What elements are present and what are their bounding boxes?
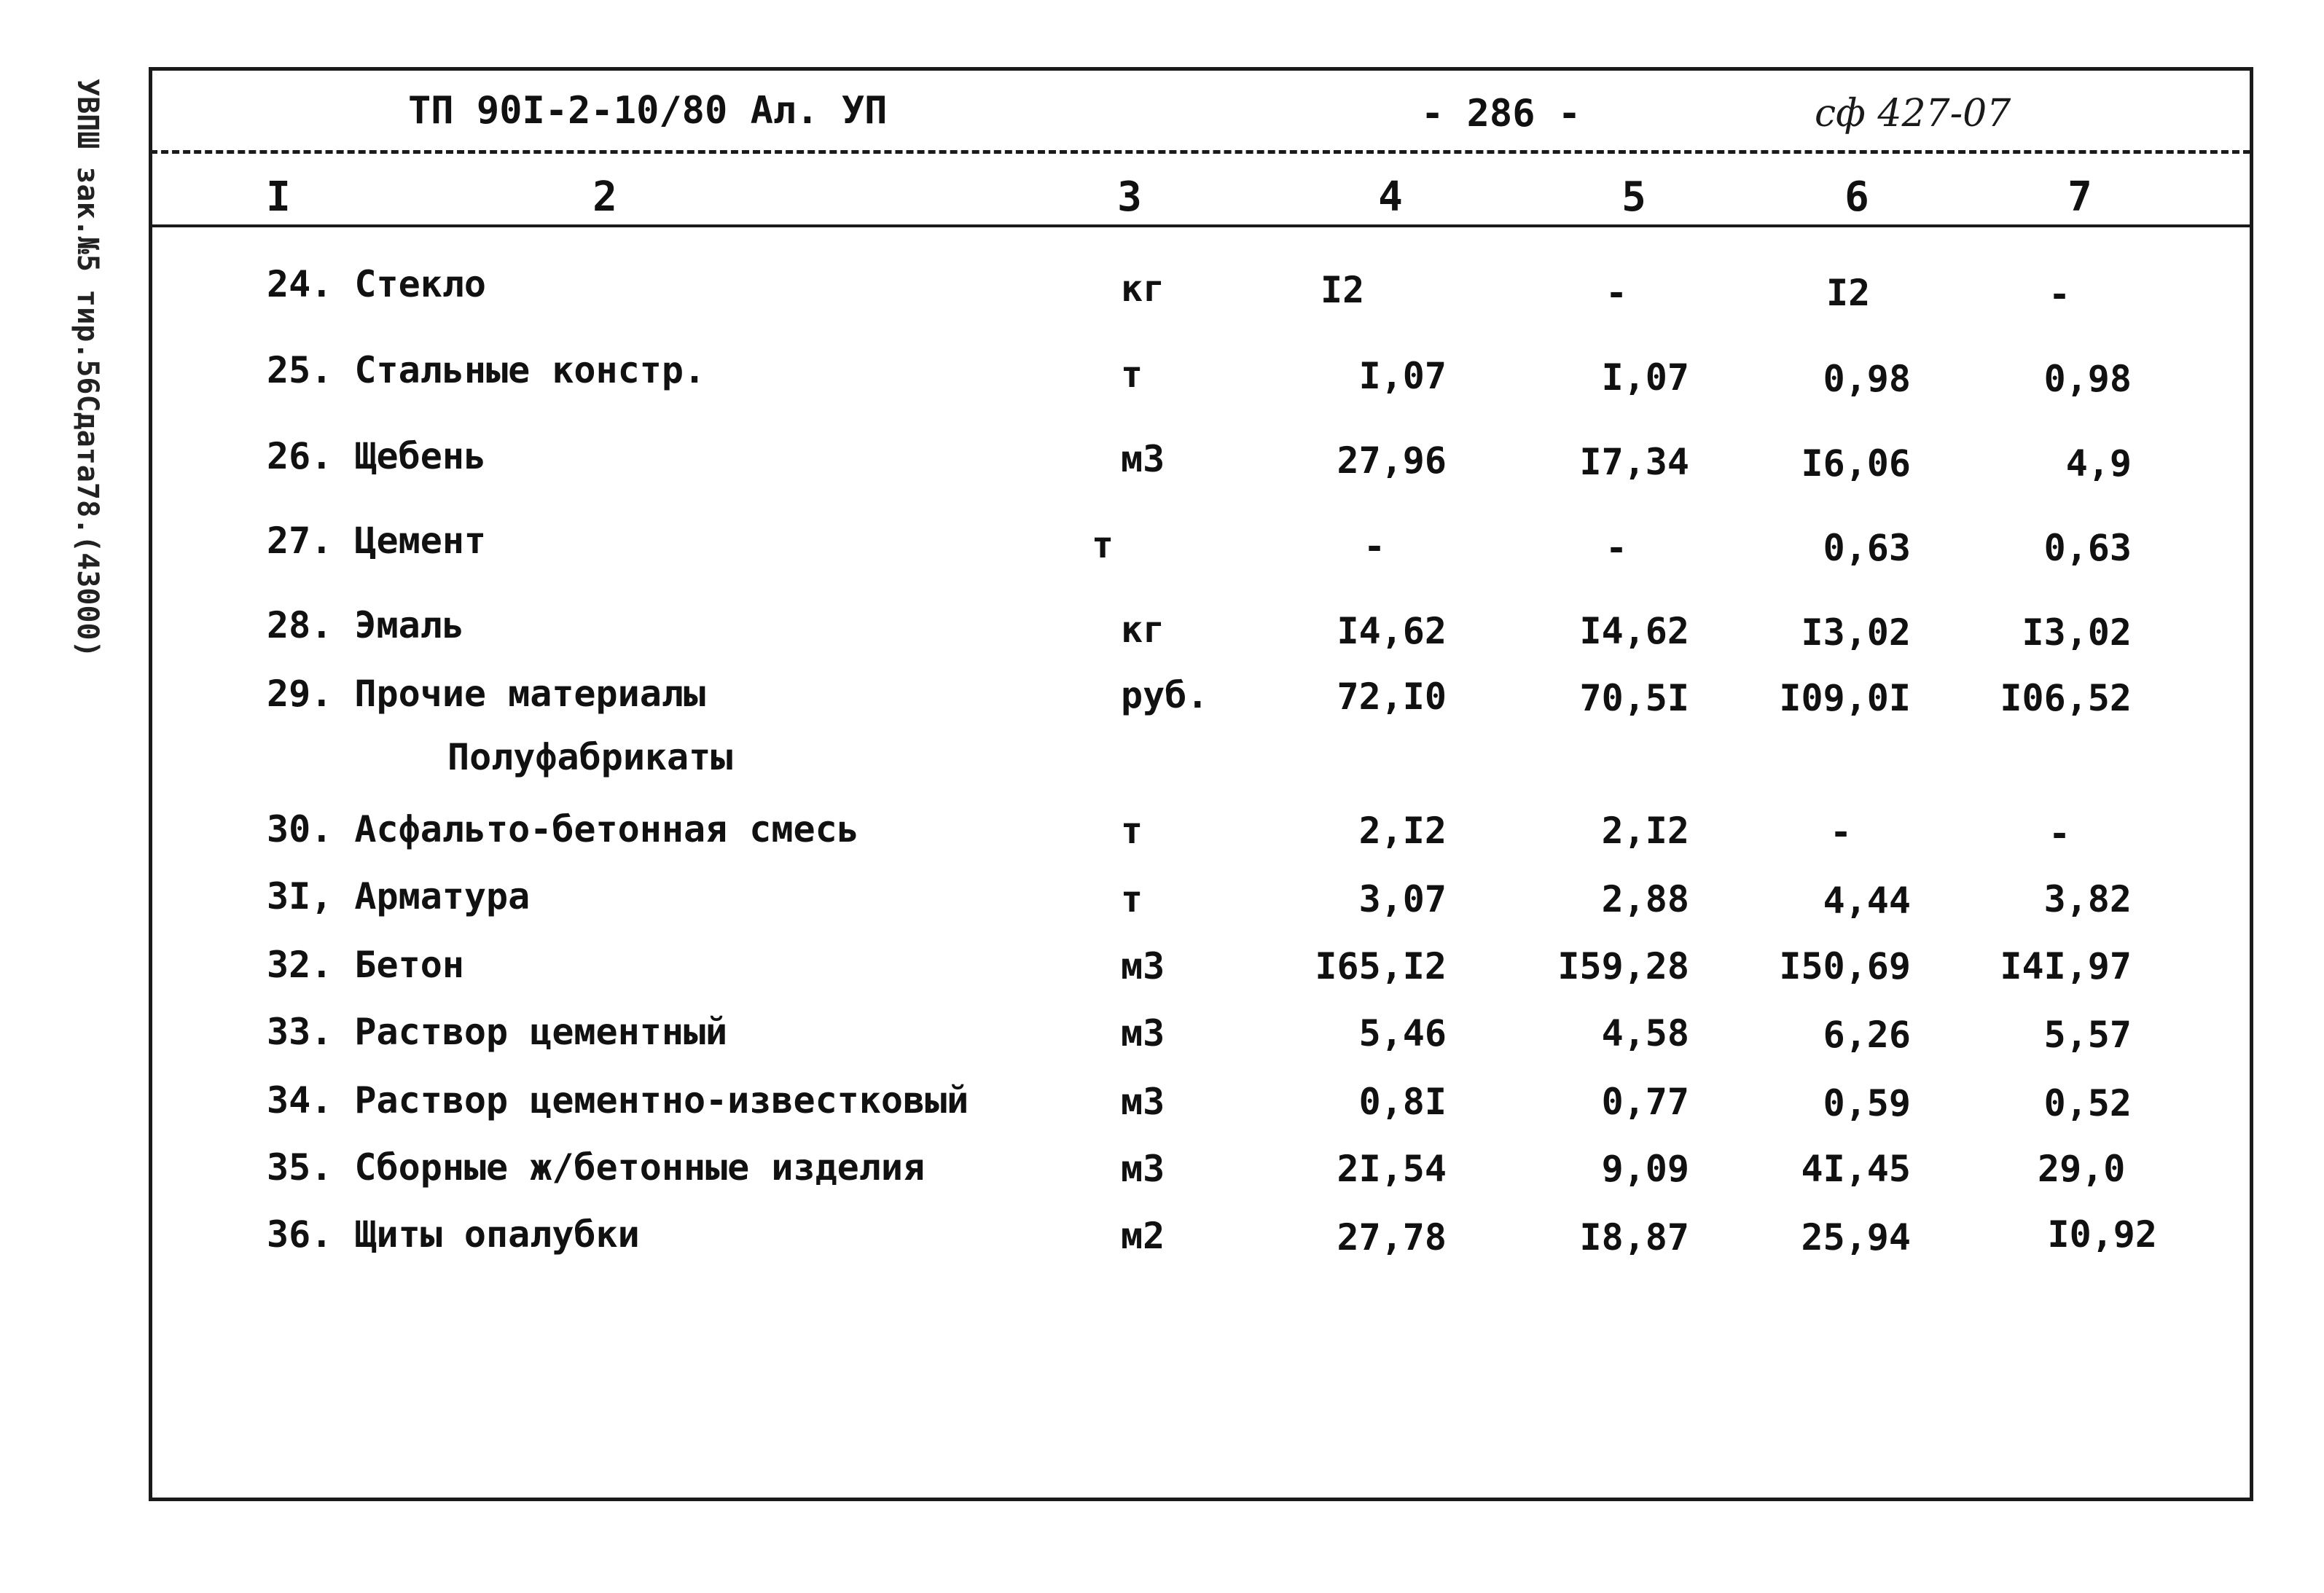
cell-col5: -: [1605, 527, 1628, 569]
column-header-7: 7: [2067, 173, 2092, 221]
cell-col6: 0,59: [1823, 1082, 1911, 1124]
row-unit: м2: [1121, 1215, 1165, 1257]
row-label: 26. Щебень: [267, 435, 487, 477]
cell-col7: 0,52: [2043, 1082, 2132, 1124]
row-label: 27. Цемент: [267, 520, 487, 562]
row-label: 35. Сборные ж/бетонные изделия: [267, 1146, 926, 1189]
side-stamp-text: УВПШ зак.№5 тир.56Сдата78.(43000): [71, 79, 104, 658]
column-header-5: 5: [1621, 173, 1646, 221]
cell-col4: I,07: [1358, 355, 1447, 397]
row-unit: м3: [1121, 945, 1165, 987]
cell-col5: 2,88: [1601, 878, 1689, 920]
cell-col7: 0,63: [2043, 527, 2132, 569]
row-label: 32. Бетон: [267, 944, 464, 986]
cell-col7: 3,82: [2043, 878, 2132, 920]
cell-col6: I6,06: [1801, 442, 1911, 485]
cell-col7: I06,52: [2000, 677, 2132, 719]
row-label: 24. Стекло: [267, 263, 487, 305]
row-unit: м3: [1121, 1148, 1165, 1190]
row-unit: т: [1121, 353, 1143, 396]
cell-col7: 29,0: [2038, 1148, 2126, 1190]
cell-col5: -: [1605, 272, 1628, 314]
row-label: 30. Асфальто-бетонная смесь: [267, 808, 859, 850]
cell-col7: I4I,97: [2000, 945, 2132, 987]
row-unit: т: [1121, 878, 1143, 920]
column-header-1: I: [266, 173, 291, 221]
cell-col7: -: [2048, 813, 2071, 855]
cell-col5: 9,09: [1601, 1148, 1689, 1190]
page-number: - 286 -: [1421, 92, 1581, 136]
column-header-3: 3: [1117, 173, 1142, 221]
archive-reference: сф 427-07: [1815, 92, 2011, 136]
row-unit: м3: [1121, 1012, 1165, 1054]
cell-col4: 27,96: [1337, 439, 1447, 482]
cell-col4: 72,I0: [1337, 676, 1447, 718]
column-header-6: 6: [1844, 173, 1869, 221]
cell-col6: I09,0I: [1779, 677, 1911, 719]
cell-col4: I65,I2: [1315, 945, 1447, 987]
column-header-2: 2: [592, 173, 617, 221]
cell-col7: 4,9: [2065, 442, 2132, 485]
cell-col4: 27,78: [1337, 1216, 1447, 1259]
cell-col4: 2I,54: [1337, 1148, 1447, 1190]
row-label: 36. Щиты опалубки: [267, 1213, 640, 1256]
cell-col5: I,07: [1601, 356, 1689, 399]
row-label: 28. Эмаль: [267, 604, 464, 646]
row-unit: м3: [1121, 438, 1165, 480]
row-label: 25. Стальные констр.: [267, 349, 706, 391]
cell-col5: 2,I2: [1601, 810, 1689, 852]
document-code: ТП 90I-2-10/80 Ал. УП: [408, 89, 888, 133]
cell-col4: -: [1363, 525, 1386, 568]
cell-col5: I8,87: [1579, 1216, 1689, 1259]
cell-col5: 0,77: [1601, 1081, 1689, 1123]
side-stamp: [69, 79, 120, 658]
column-header-divider: [150, 224, 2250, 227]
row-unit: т: [1092, 524, 1114, 566]
cell-col4: I4,62: [1337, 610, 1447, 652]
cell-col4: 0,8I: [1358, 1081, 1447, 1123]
row-label: 3I, Арматура: [267, 875, 531, 917]
row-label: 29. Прочие материалы: [267, 673, 706, 715]
cell-col7: -: [2048, 273, 2071, 316]
cell-col7: 0,98: [2043, 358, 2132, 400]
row-unit: т: [1121, 810, 1143, 852]
cell-col6: 25,94: [1801, 1216, 1911, 1259]
cell-col6: I50,69: [1779, 945, 1911, 987]
row-unit: м3: [1121, 1081, 1165, 1123]
cell-col7: 5,57: [2043, 1014, 2132, 1056]
row-label: 34. Раствор цементно-известковый: [267, 1079, 969, 1122]
cell-col5: I59,28: [1557, 945, 1689, 987]
cell-col4: 2,I2: [1358, 810, 1447, 852]
row-unit: руб.: [1121, 674, 1209, 716]
cell-col5: I4,62: [1579, 610, 1689, 652]
cell-col5: 70,5I: [1579, 677, 1689, 719]
row-unit: кг: [1121, 267, 1165, 310]
cell-col6: -: [1829, 811, 1852, 853]
header-divider: [150, 150, 2250, 154]
cell-col6: 4I,45: [1801, 1148, 1911, 1190]
cell-col6: 6,26: [1823, 1014, 1911, 1056]
cell-col7: I0,92: [2047, 1213, 2157, 1256]
cell-col6: 4,44: [1823, 880, 1911, 922]
cell-col5: 4,58: [1601, 1012, 1689, 1054]
section-heading: Полуфабрикаты: [447, 736, 733, 778]
cell-col4: 3,07: [1358, 878, 1447, 920]
cell-col7: I3,02: [2022, 611, 2132, 654]
cell-col4: 5,46: [1358, 1012, 1447, 1054]
column-header-4: 4: [1378, 173, 1403, 221]
cell-col6: 0,63: [1823, 527, 1911, 569]
cell-col5: I7,34: [1579, 441, 1689, 483]
cell-col6: I3,02: [1801, 611, 1911, 654]
cell-col4: I2: [1321, 269, 1365, 311]
cell-col6: 0,98: [1823, 358, 1911, 400]
row-unit: кг: [1121, 608, 1165, 651]
cell-col6: I2: [1826, 272, 1871, 314]
row-label: 33. Раствор цементный: [267, 1011, 728, 1053]
